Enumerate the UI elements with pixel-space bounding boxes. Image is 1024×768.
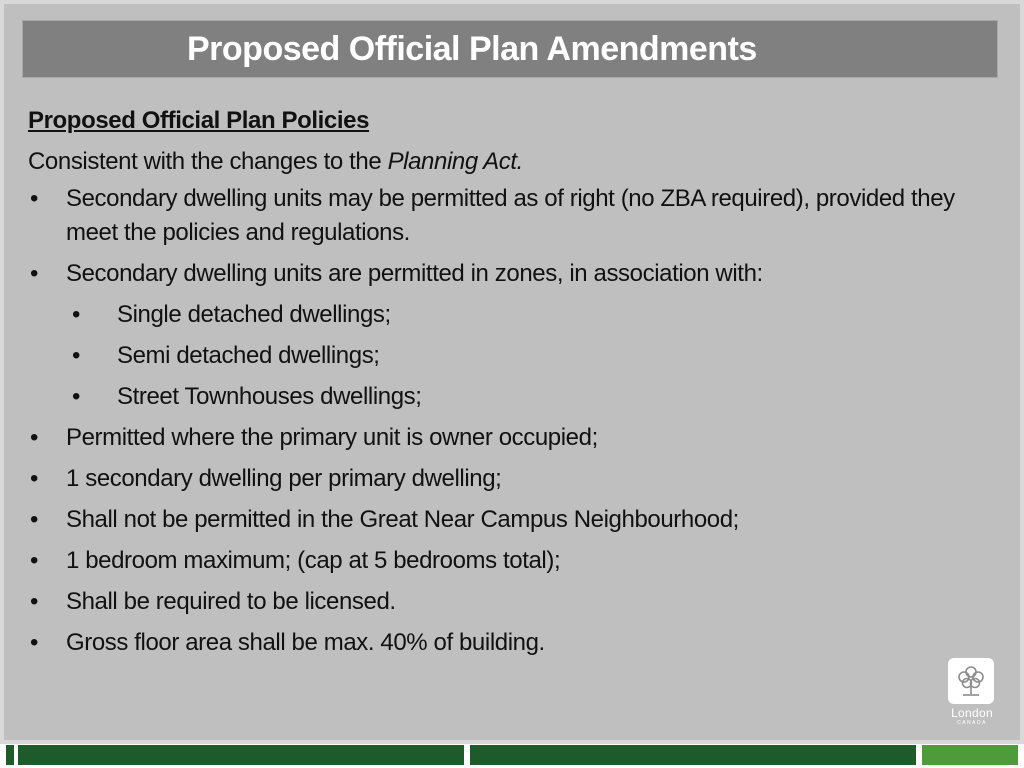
bullet-item: • 1 secondary dwelling per primary dwelling; — [28, 462, 988, 496]
slide-title: Proposed Official Plan Amendments — [22, 20, 998, 78]
footer-stripe — [18, 745, 464, 765]
bullet-item: • Secondary dwelling units are permitted in zones, in association with: — [28, 257, 988, 291]
footer-stripe — [6, 745, 14, 765]
sub-bullet-item: • Street Townhouses dwellings; — [28, 380, 988, 414]
sub-bullet-item: • Semi detached dwellings; — [28, 339, 988, 373]
sub-bullet-item: • Single detached dwellings; — [28, 298, 988, 332]
bullet-item: • Shall be required to be licensed. — [28, 585, 988, 619]
footer-stripe — [922, 745, 1018, 765]
bullet-item: • 1 bedroom maximum; (cap at 5 bedrooms total); — [28, 544, 988, 578]
bullet-item: • Secondary dwelling units may be permitted as of right (no ZBA required), provided they meet the policies and regulations. — [28, 182, 988, 250]
intro-line — [28, 141, 988, 182]
intro-text: Consistent with the changes to the — [28, 148, 388, 175]
slide — [4, 4, 1020, 740]
london-logo — [948, 658, 996, 732]
slide-content — [28, 100, 988, 667]
logo-box — [948, 658, 994, 704]
section-heading: Proposed Official Plan Policies — [28, 107, 370, 134]
planning-act-italic: Planning Act. — [387, 148, 523, 175]
bullet-item: • Shall not be permitted in the Great Near Campus Neighbourhood; — [28, 503, 988, 537]
tree-icon — [954, 663, 988, 699]
bullet-item: • Gross floor area shall be max. 40% of building. — [28, 626, 988, 660]
footer-stripe — [470, 745, 916, 765]
logo-subtitle: CANADA — [957, 720, 987, 726]
bullet-item: • Permitted where the primary unit is owner occupied; — [28, 421, 988, 455]
bullet-list — [28, 182, 988, 660]
logo-name: London — [951, 706, 993, 720]
footer-bar — [0, 744, 1024, 768]
